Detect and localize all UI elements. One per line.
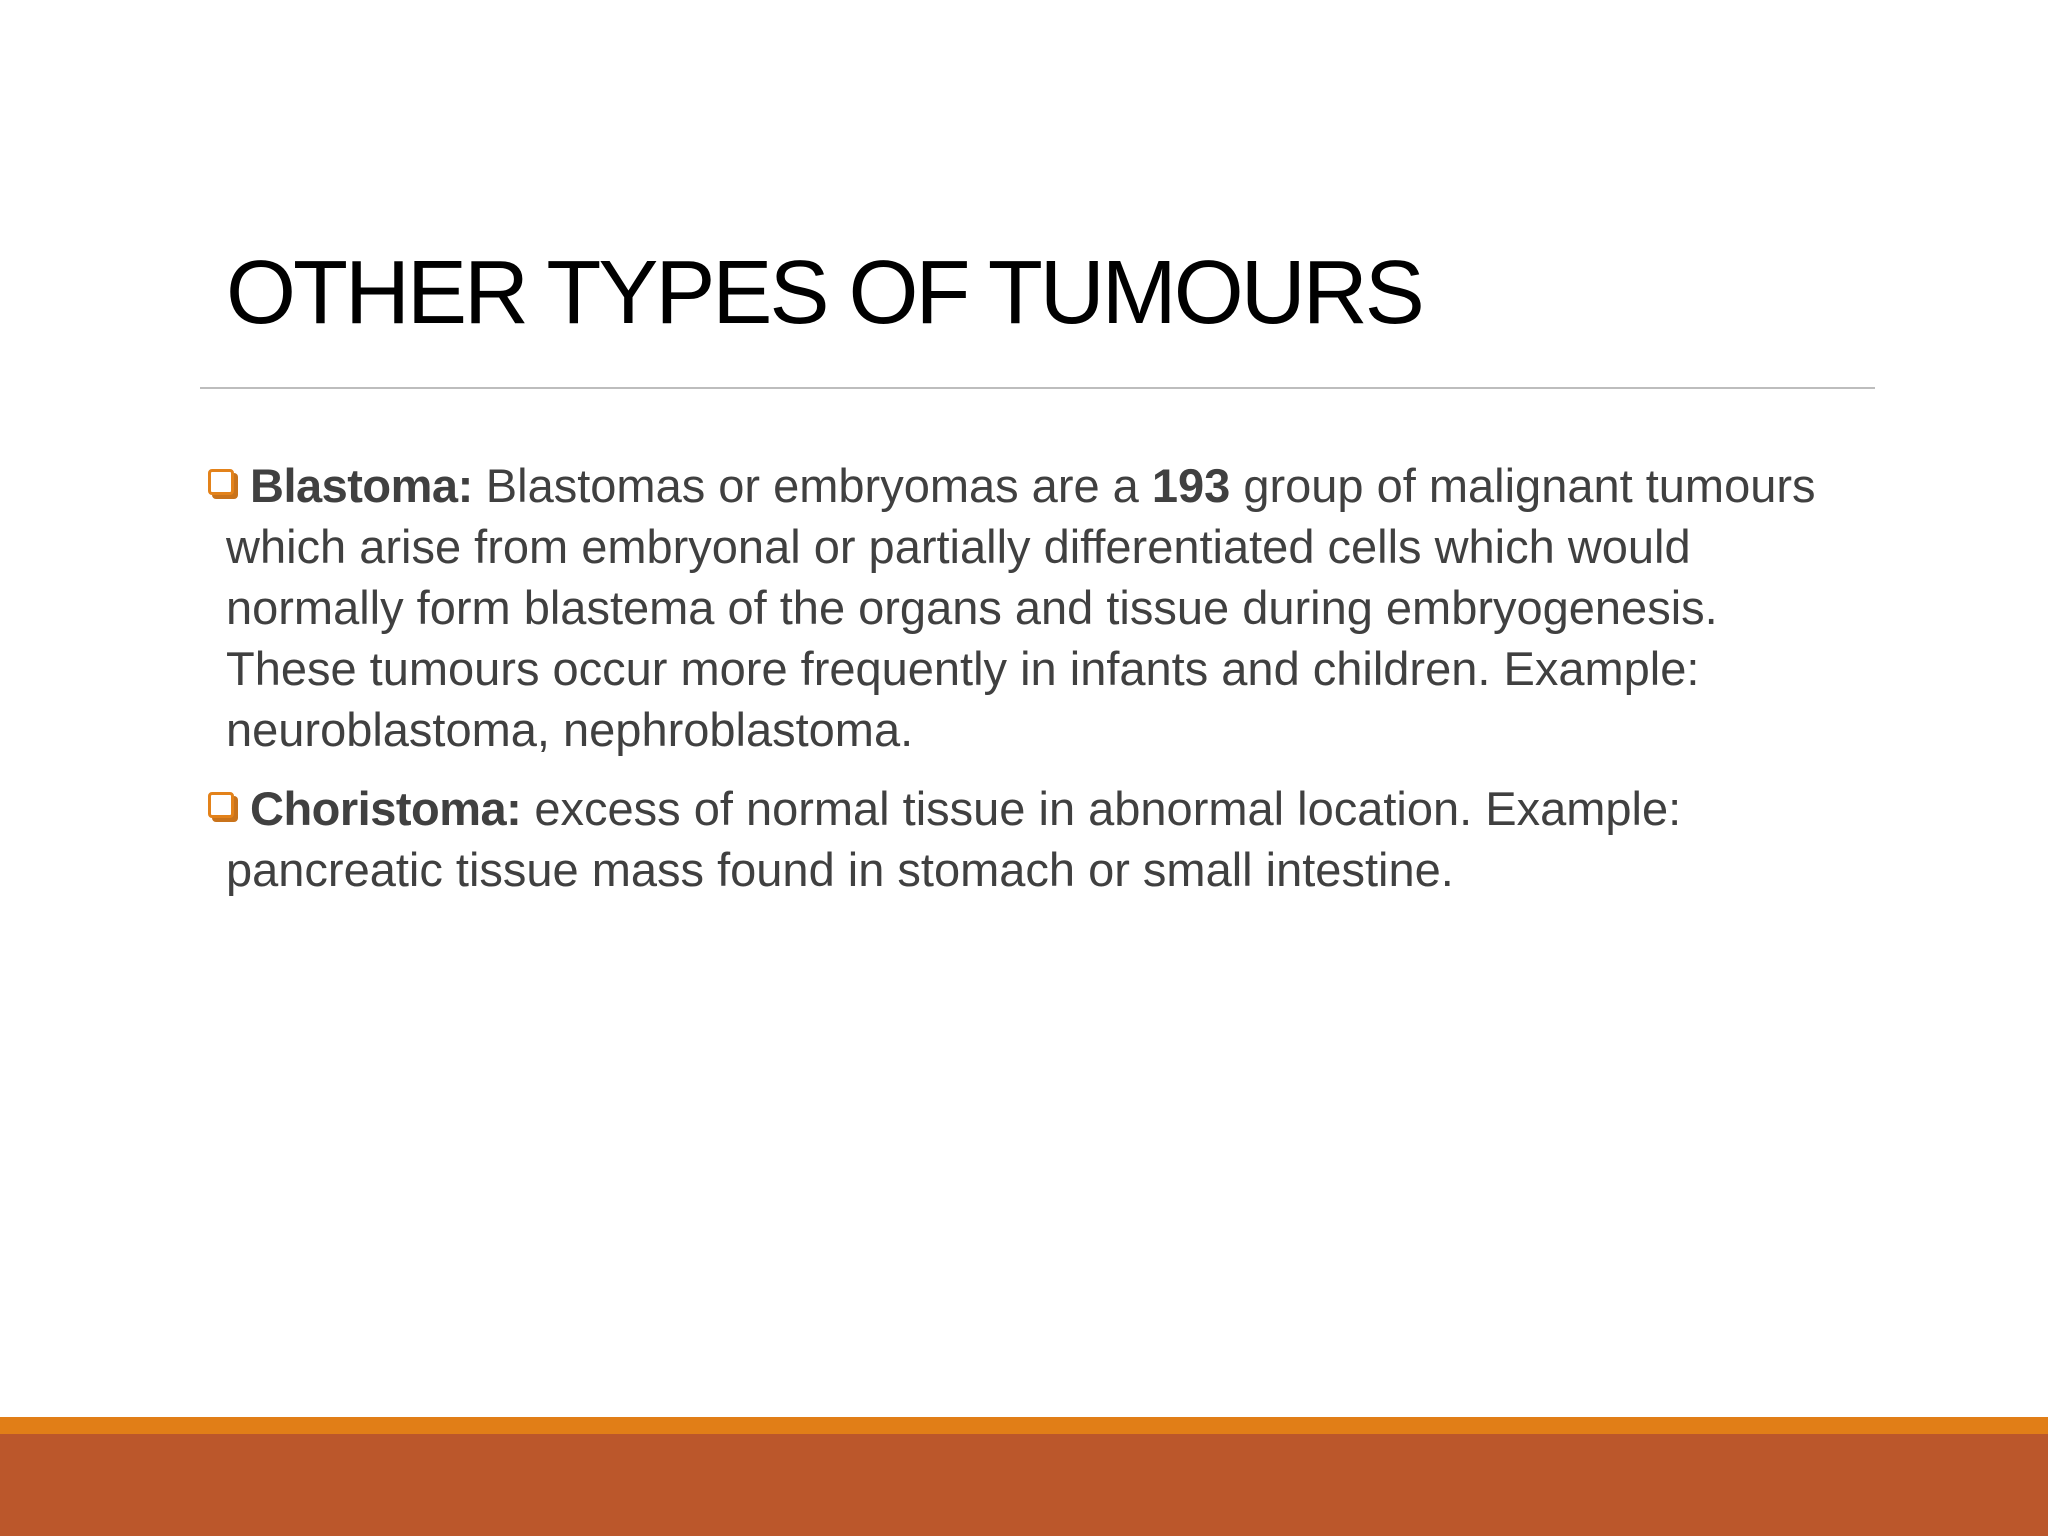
bullet-number: 193 [1151,459,1231,512]
footer-accent-stripe [0,1417,2048,1434]
bullet-item-choristoma [208,778,1848,900]
bullet-description: excess of normal tissue in abnormal location. Example: pancreatic tissue mass found in stomach or small intestine. [226,782,1682,896]
bullet-term: Choristoma: [250,782,522,835]
bullet-item-blastoma [208,455,1848,760]
title-divider [200,387,1875,389]
bullet-description-continued: group of malignant tumours which arise from embryonal or partially differentiated cells which would normally form blastema of the organs and tissue during embryogenesis. These tumours occur more frequently in infants and children. Example: neuroblastoma, nephroblastoma. [226,459,1816,756]
slide-title: OTHER TYPES OF TUMOURS [226,243,1422,343]
square-bullet-icon [208,469,234,495]
bullet-text [202,778,1848,900]
bullet-text [202,455,1848,760]
bullet-description: Blastomas or embryomas are a [472,459,1152,512]
slide-body [208,455,1848,918]
square-bullet-icon [208,792,234,818]
footer-band [0,1434,2048,1536]
bullet-term: Blastoma: [250,459,473,512]
